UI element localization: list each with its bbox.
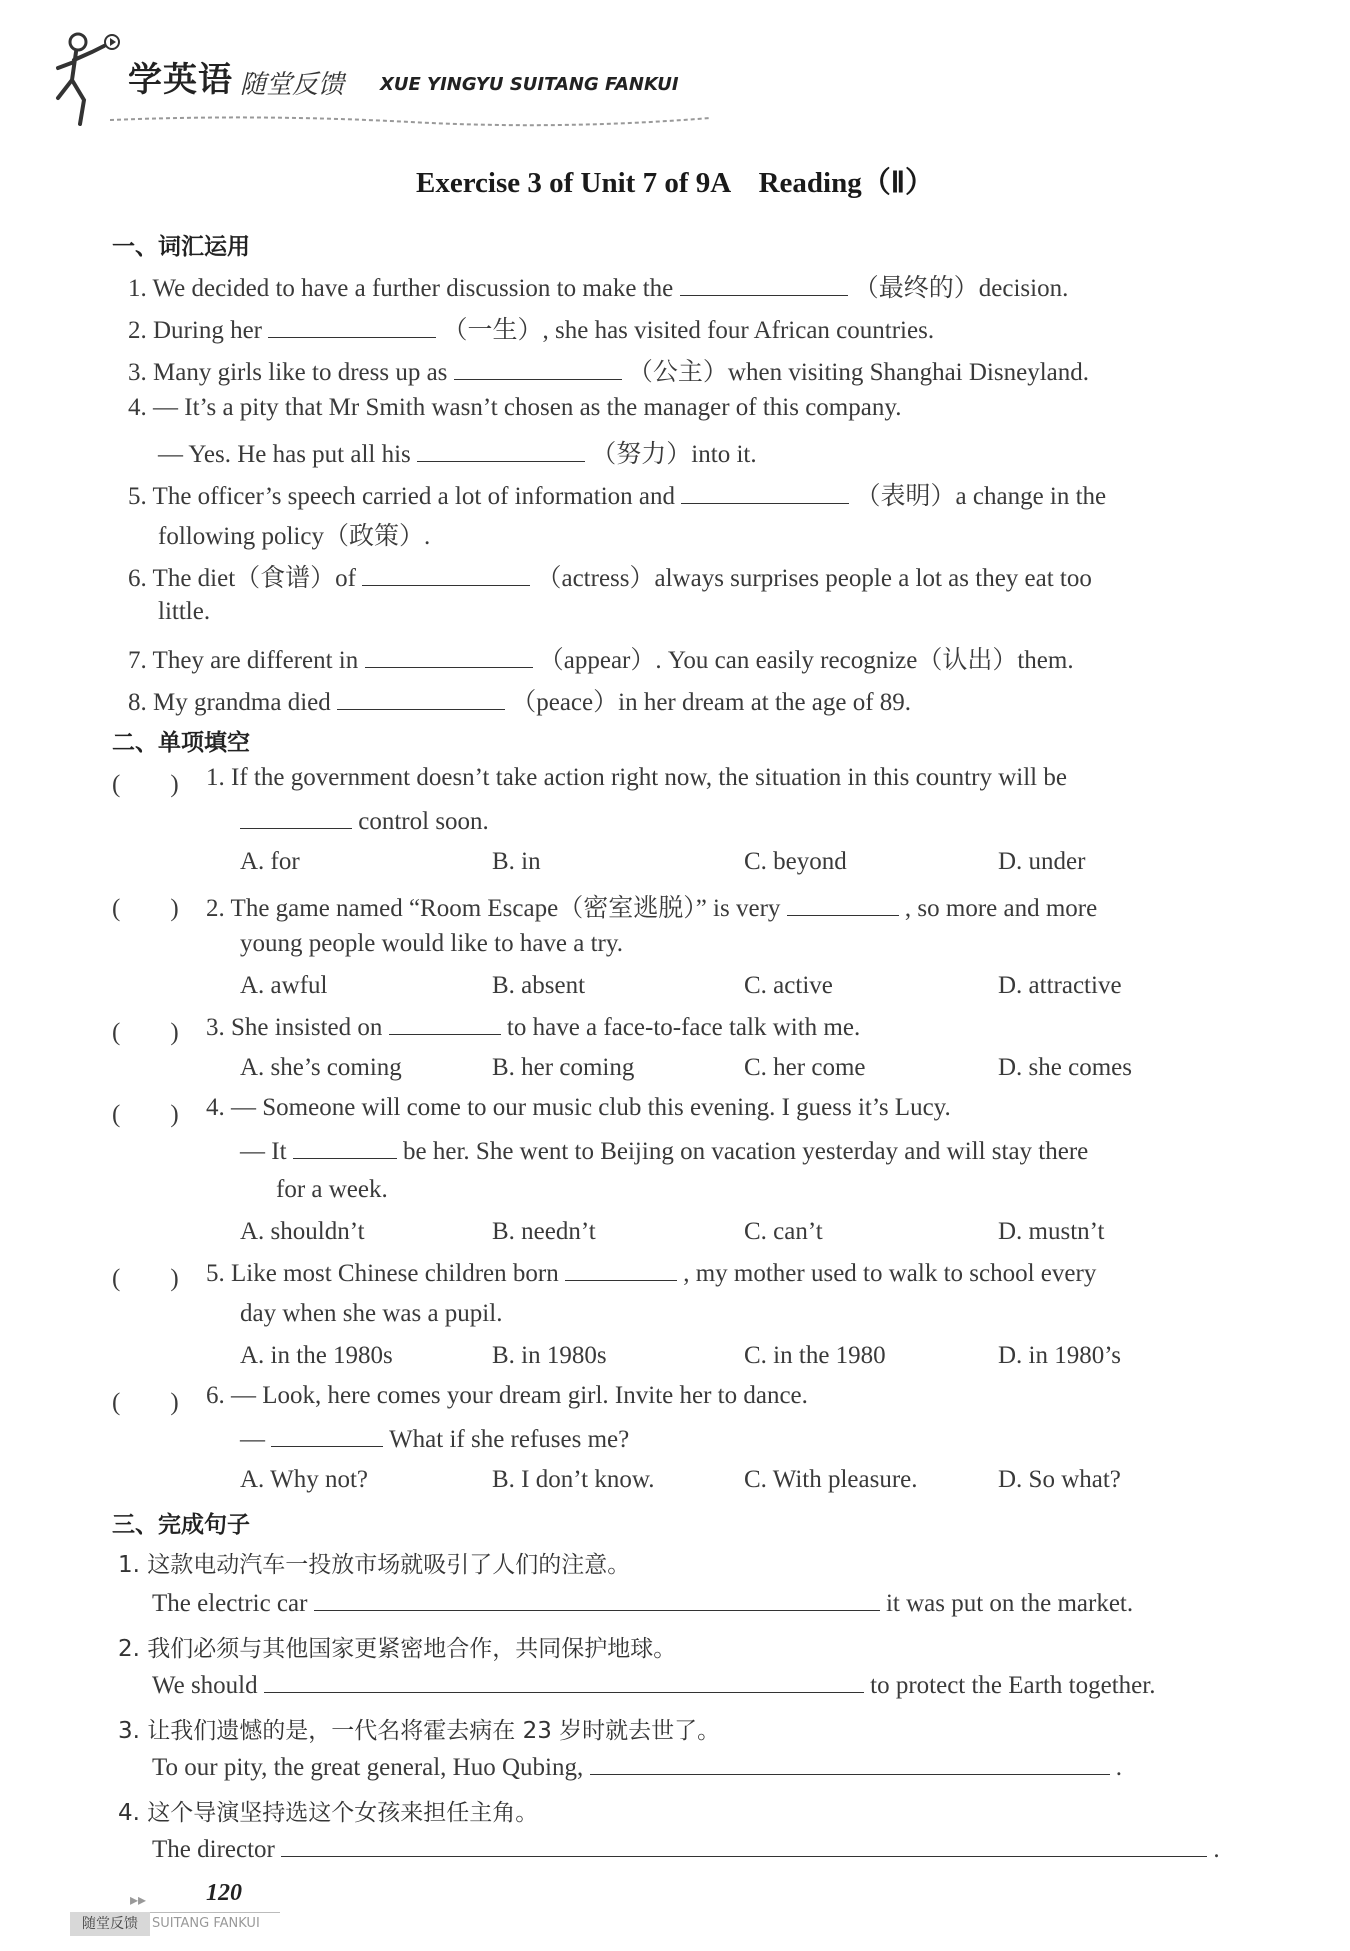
page-number: 120 — [206, 1880, 242, 1906]
mc-q4-stem3: for a week. — [276, 1176, 388, 1203]
vocab-q7-hint: （appear）. You can easily recognize（认出）them. — [538, 647, 1074, 674]
mc-q1-option-a[interactable]: A. for — [240, 848, 300, 875]
answer-blank[interactable] — [454, 357, 622, 380]
vocab-q2 — [128, 310, 934, 346]
section-heading-vocab: 一、词汇运用 — [112, 234, 250, 260]
answer-blank[interactable] — [293, 1136, 397, 1159]
complete-q1-text: The electric car — [152, 1590, 308, 1617]
mc-q5-option-b[interactable]: B. in 1980s — [492, 1342, 607, 1369]
mc-q4-option-d[interactable]: D. mustn’t — [998, 1218, 1105, 1245]
section-heading-complete-sentences: 三、完成句子 — [112, 1512, 250, 1538]
section-heading-multiple-choice: 二、单项填空 — [112, 730, 250, 756]
mc-q1-option-d[interactable]: D. under — [998, 848, 1086, 875]
brand-subtitle: 随堂反馈 — [240, 70, 345, 100]
mc-q6-option-a[interactable]: A. Why not? — [240, 1466, 368, 1493]
complete-q2-text-post: to protect the Earth together. — [870, 1672, 1156, 1699]
mc-q3-text-post: to have a face-to-face talk with me. — [506, 1014, 861, 1041]
vocab-q3 — [128, 352, 1089, 388]
vocab-q6-hint: （actress）always surprises people a lot as they eat too — [536, 565, 1092, 592]
vocab-q5b: following policy（政策）. — [158, 523, 431, 550]
complete-q4-period: . — [1213, 1836, 1220, 1863]
mc-q1-option-b[interactable]: B. in — [492, 848, 541, 875]
brand-title: 学英语 — [128, 60, 233, 100]
complete-q1-chinese: 1. 这款电动汽车一投放市场就吸引了人们的注意。 — [118, 1552, 631, 1578]
header — [50, 18, 690, 128]
vocab-q3-hint: （公主）when visiting Shanghai Disneyland. — [627, 359, 1089, 386]
mc-q6-stem2 — [240, 1424, 629, 1454]
answer-paren[interactable]: ( ) — [112, 1101, 179, 1128]
vocab-q4b-text: — Yes. He has put all his — [158, 441, 411, 468]
vocab-q8-text: 8. My grandma died — [128, 689, 331, 716]
vocab-q5-hint: （表明）a change in the — [855, 483, 1107, 510]
answer-blank[interactable] — [314, 1588, 880, 1611]
mc-q3-stem — [206, 1012, 860, 1042]
answer-blank[interactable] — [389, 1012, 501, 1035]
vocab-q2-hint: （一生）, she has visited four African countries. — [442, 317, 935, 344]
mc-q4-option-c[interactable]: C. can’t — [744, 1218, 823, 1245]
complete-q2-chinese: 2. 我们必须与其他国家更紧密地合作，共同保护地球。 — [118, 1636, 677, 1662]
vocab-q2-text: 2. During her — [128, 317, 262, 344]
mc-q3-option-a[interactable]: A. she’s coming — [240, 1054, 402, 1081]
mc-q5-text: 5. Like most Chinese children born — [206, 1260, 559, 1287]
complete-q3-period: . — [1115, 1754, 1122, 1781]
mc-q2-text: 2. The game named “Room Escape（密室逃脱）” is very — [206, 895, 781, 922]
mc-q1-stem2 — [240, 806, 489, 836]
mc-q2-option-c[interactable]: C. active — [744, 972, 833, 999]
answer-blank[interactable] — [565, 1258, 677, 1281]
complete-q1-english — [152, 1588, 1133, 1618]
mc-q6-text-post: What if she refuses me? — [389, 1426, 630, 1453]
mc-q2-option-a[interactable]: A. awful — [240, 972, 328, 999]
mc-q6-stem: 6. — Look, here comes your dream girl. Invite her to dance. — [206, 1382, 808, 1409]
answer-blank[interactable] — [362, 563, 530, 586]
answer-paren[interactable]: ( ) — [112, 895, 179, 922]
mc-q2-text-post: , so more and more — [904, 895, 1098, 922]
mc-q1-option-c[interactable]: C. beyond — [744, 848, 847, 875]
footer-pinyin: SUITANG FANKUI — [152, 1916, 260, 1931]
mc-q4-text-post: be her. She went to Beijing on vacation yesterday and will stay there — [403, 1138, 1089, 1165]
vocab-q8 — [128, 682, 911, 718]
mc-q2-option-d[interactable]: D. attractive — [998, 972, 1122, 999]
mc-q5-option-d[interactable]: D. in 1980’s — [998, 1342, 1121, 1369]
vocab-q1-text: 1. We decided to have a further discussion to make the — [128, 275, 674, 302]
answer-paren[interactable]: ( ) — [112, 771, 179, 798]
mc-q6-option-b[interactable]: B. I don’t know. — [492, 1466, 655, 1493]
answer-blank[interactable] — [417, 439, 585, 462]
complete-q3-english — [152, 1752, 1122, 1782]
brand-pinyin: XUE YINGYU SUITANG FANKUI — [380, 74, 679, 95]
complete-q3-text: To our pity, the great general, Huo Qubing, — [152, 1754, 584, 1781]
answer-paren[interactable]: ( ) — [112, 1389, 179, 1416]
mc-q5-stem2: day when she was a pupil. — [240, 1300, 503, 1327]
mc-q3-option-c[interactable]: C. her come — [744, 1054, 866, 1081]
complete-q4-text: The director — [152, 1836, 275, 1863]
mc-q1-stem2-text: control soon. — [358, 808, 489, 835]
mc-q4-option-b[interactable]: B. needn’t — [492, 1218, 596, 1245]
answer-blank[interactable] — [681, 481, 849, 504]
answer-paren[interactable]: ( ) — [112, 1019, 179, 1046]
mc-q5-text-post: , my mother used to walk to school every — [683, 1260, 1097, 1287]
mc-q4-option-a[interactable]: A. shouldn’t — [240, 1218, 365, 1245]
complete-q2-text: We should — [152, 1672, 258, 1699]
vocab-q6-text: 6. The diet（食谱）of — [128, 565, 356, 592]
complete-q2-english — [152, 1670, 1155, 1700]
answer-blank[interactable] — [281, 1834, 1207, 1857]
answer-blank[interactable] — [264, 1670, 864, 1693]
mc-q6-dash: — — [240, 1426, 265, 1453]
mc-q2-stem2: young people would like to have a try. — [240, 930, 624, 957]
answer-paren[interactable]: ( ) — [112, 1265, 179, 1292]
vocab-q4b-hint: （努力）into it. — [591, 441, 757, 468]
mc-q6-option-c[interactable]: C. With pleasure. — [744, 1466, 918, 1493]
footer-arrow-icon: ▸▸ — [130, 1890, 147, 1909]
vocab-q5 — [128, 476, 1106, 512]
mc-q1-stem: 1. If the government doesn’t take action right now, the situation in this country will be — [206, 764, 1067, 791]
mc-q6-option-d[interactable]: D. So what? — [998, 1466, 1121, 1493]
header-swoosh-decoration — [110, 110, 710, 130]
vocab-q5-text: 5. The officer’s speech carried a lot of information and — [128, 483, 676, 510]
answer-blank[interactable] — [787, 893, 899, 916]
answer-blank[interactable] — [268, 315, 436, 338]
answer-blank[interactable] — [680, 273, 848, 296]
vocab-q4a: 4. — It’s a pity that Mr Smith wasn’t chosen as the manager of this company. — [128, 394, 902, 421]
mc-q4-text: — It — [240, 1138, 287, 1165]
mc-q4-stem: 4. — Someone will come to our music club this evening. I guess it’s Lucy. — [206, 1094, 951, 1121]
complete-q4-chinese: 4. 这个导演坚持选这个女孩来担任主角。 — [118, 1800, 539, 1826]
mc-q2-stem — [206, 888, 1097, 924]
mc-q5-stem — [206, 1258, 1096, 1288]
vocab-q6b: little. — [158, 598, 211, 625]
mc-q3-option-b[interactable]: B. her coming — [492, 1054, 635, 1081]
answer-blank[interactable] — [365, 645, 533, 668]
mc-q5-option-a[interactable]: A. in the 1980s — [240, 1342, 393, 1369]
complete-q3-chinese: 3. 让我们遗憾的是，一代名将霍去病在 23 岁时就去世了。 — [118, 1718, 721, 1744]
answer-blank[interactable] — [271, 1424, 383, 1447]
answer-blank[interactable] — [590, 1752, 1110, 1775]
mc-q2-option-b[interactable]: B. absent — [492, 972, 586, 999]
vocab-q1-hint: （最终的）decision. — [853, 275, 1069, 302]
answer-blank[interactable] — [240, 806, 352, 829]
mc-q5-option-c[interactable]: C. in the 1980 — [744, 1342, 886, 1369]
footer-tag: 随堂反馈 — [70, 1912, 150, 1936]
vocab-q4b — [158, 434, 757, 470]
mc-q3-option-d[interactable]: D. she comes — [998, 1054, 1132, 1081]
vocab-q7-text: 7. They are different in — [128, 647, 359, 674]
vocab-q1 — [128, 268, 1068, 304]
complete-q4-english — [152, 1834, 1220, 1864]
mc-q4-stem2 — [240, 1136, 1088, 1166]
complete-q1-text-post: it was put on the market. — [885, 1590, 1134, 1617]
vocab-q3-text: 3. Many girls like to dress up as — [128, 359, 448, 386]
vocab-q8-hint: （peace）in her dream at the age of 89. — [511, 689, 912, 716]
vocab-q7 — [128, 640, 1074, 676]
answer-blank[interactable] — [337, 687, 505, 710]
mc-q3-text: 3. She insisted on — [206, 1014, 383, 1041]
page-title: Exercise 3 of Unit 7 of 9A Reading（Ⅱ） — [416, 167, 934, 199]
footer-divider — [150, 1912, 280, 1913]
vocab-q6 — [128, 558, 1092, 594]
